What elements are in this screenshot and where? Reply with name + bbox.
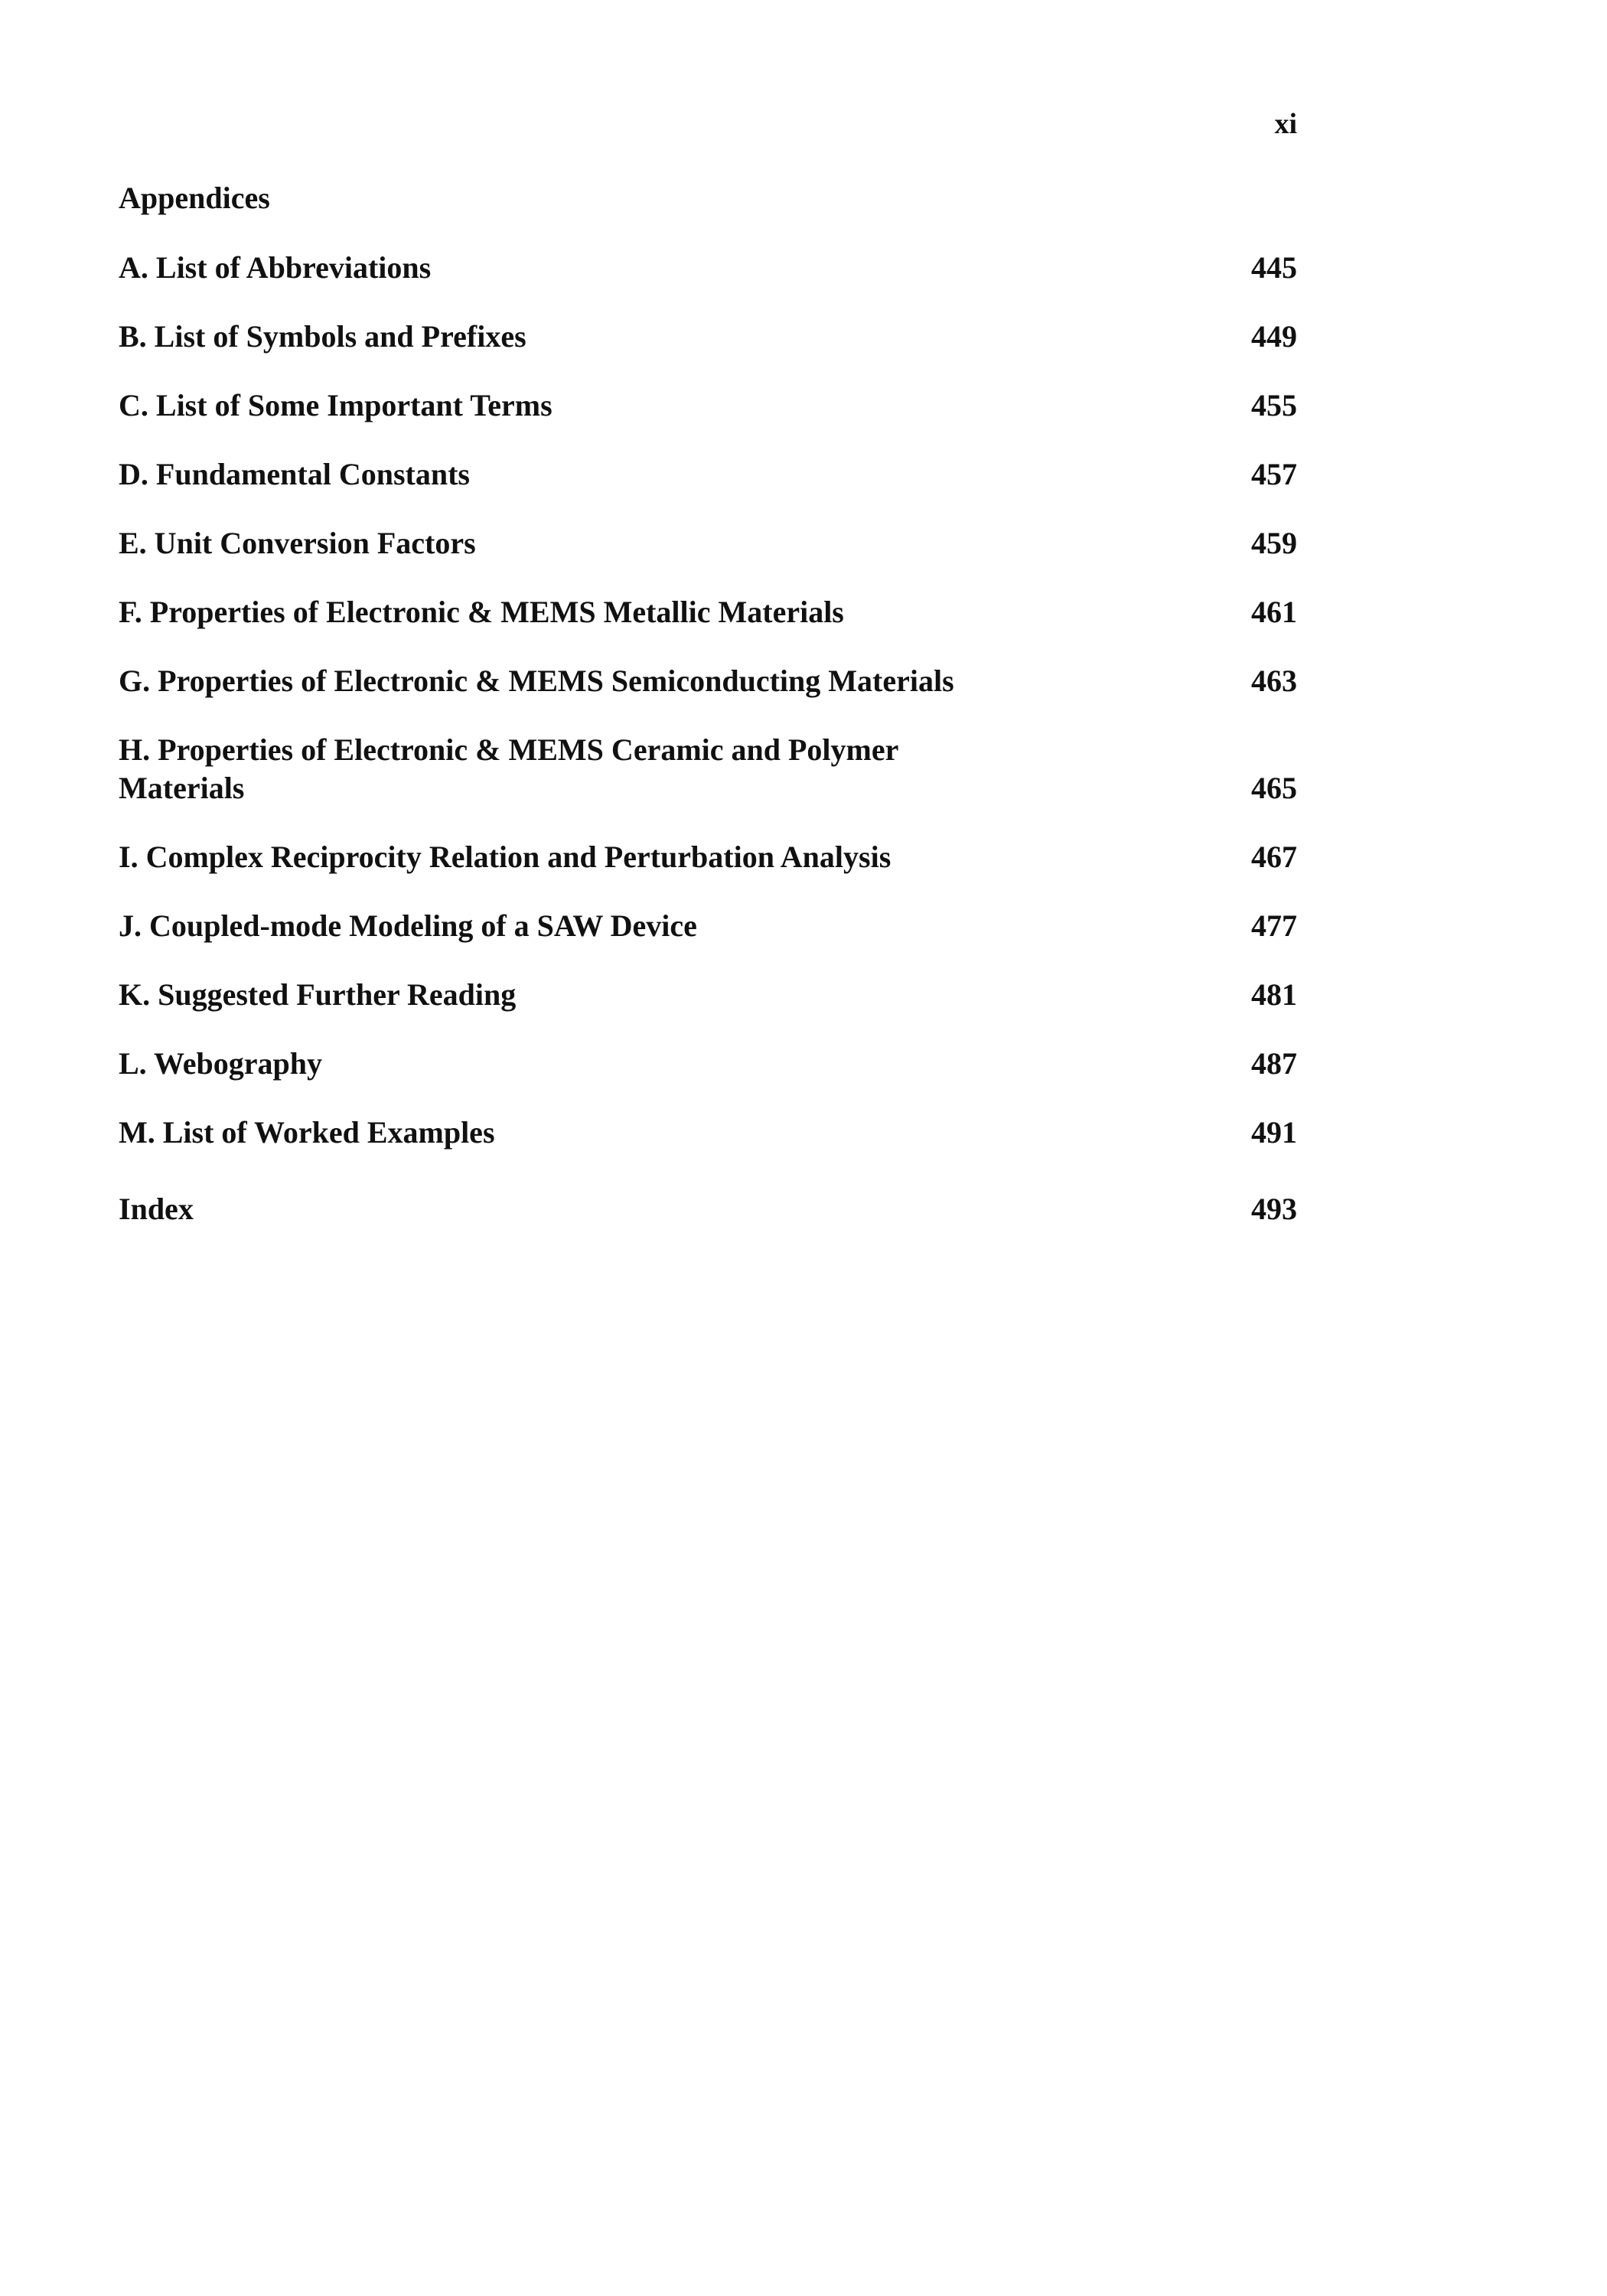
- toc-entry-page: 467: [1251, 840, 1297, 874]
- toc-entry-label: I. Complex Reciprocity Relation and Perturbation Analysis: [119, 840, 892, 874]
- page-number: xi: [1274, 108, 1297, 140]
- toc-entry-page: 461: [1251, 595, 1297, 629]
- toc-entry-i: [119, 838, 1297, 876]
- toc-entry-page: 491: [1251, 1115, 1297, 1150]
- toc-entry-f: [119, 593, 1297, 631]
- toc-entry-a: [119, 249, 1297, 287]
- toc-entry-page: 493: [1251, 1192, 1297, 1226]
- toc-entry-page: 481: [1251, 977, 1297, 1012]
- toc-entry-k: [119, 976, 1297, 1014]
- toc-entry-b: [119, 318, 1297, 356]
- toc-entry-e: [119, 524, 1297, 563]
- toc-entry-page: 449: [1251, 319, 1297, 354]
- toc-entry-label: A. List of Abbreviations: [119, 250, 432, 285]
- toc-entry-label: E. Unit Conversion Factors: [119, 526, 476, 560]
- toc-entry-label: F. Properties of Electronic & MEMS Metallic Materials: [119, 595, 844, 629]
- toc-entry-label: G. Properties of Electronic & MEMS Semiconducting Materials: [119, 664, 954, 698]
- toc-entry-page: 487: [1251, 1046, 1297, 1081]
- toc-entry-label: Index: [119, 1192, 194, 1226]
- toc-entry-page: 477: [1251, 908, 1297, 943]
- toc-entry-page: 465: [1251, 771, 1297, 805]
- toc-entry-label: D. Fundamental Constants: [119, 457, 470, 491]
- toc-entry-page: 459: [1251, 526, 1297, 560]
- toc-entry-page: 457: [1251, 457, 1297, 491]
- toc-entry-h: [119, 731, 1297, 807]
- toc-entry-page: 463: [1251, 664, 1297, 698]
- toc-entry-m: [119, 1114, 1297, 1152]
- toc-entry-j: [119, 907, 1297, 945]
- toc-entry-label: H. Properties of Electronic & MEMS Ceramic and Polymer Materials: [119, 732, 899, 805]
- toc-entry-c: [119, 386, 1297, 425]
- toc-entry-page: 445: [1251, 250, 1297, 285]
- toc-entry-label: L. Webography: [119, 1046, 322, 1081]
- toc-entry-label: K. Suggested Further Reading: [119, 977, 517, 1012]
- toc-entry-g: [119, 662, 1297, 700]
- toc-entry-page: 455: [1251, 388, 1297, 422]
- toc-entry-label: J. Coupled-mode Modeling of a SAW Device: [119, 908, 697, 943]
- toc-entry-label: B. List of Symbols and Prefixes: [119, 319, 526, 354]
- toc-entry-label: C. List of Some Important Terms: [119, 388, 553, 422]
- toc-entry-label: M. List of Worked Examples: [119, 1115, 495, 1150]
- table-of-contents: [119, 249, 1297, 1259]
- section-title: Appendices: [119, 181, 270, 215]
- toc-entry-l: [119, 1045, 1297, 1083]
- toc-entry-d: [119, 455, 1297, 494]
- toc-entry-index: [119, 1190, 1297, 1228]
